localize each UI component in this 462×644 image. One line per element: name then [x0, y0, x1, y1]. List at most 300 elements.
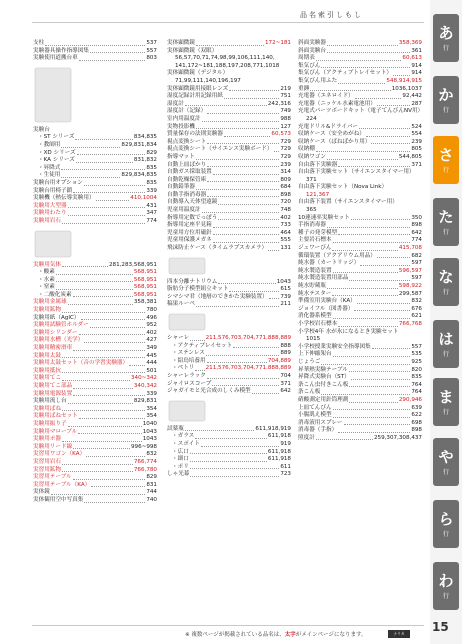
index-term: 実験用わたり: [33, 210, 67, 217]
index-entry: [298, 40, 422, 48]
kana-tab-char: か: [438, 85, 454, 104]
index-entry: [298, 184, 422, 192]
footnote: [185, 630, 367, 638]
index-term: 実験用マローブル: [33, 428, 78, 435]
leader-dots: [62, 464, 133, 465]
kana-tab-4[interactable]: [433, 198, 459, 246]
leader-dots: [316, 439, 373, 440]
index-term: 小学校岩石標本: [298, 320, 338, 327]
kana-tab-char: ま: [438, 387, 454, 406]
index-pages: 361: [411, 47, 422, 54]
index-pages: 287: [411, 100, 422, 107]
index-pages: 764: [411, 389, 422, 396]
index-pages: 723: [280, 471, 291, 478]
index-term: 実験台用椅子鎖: [33, 187, 73, 194]
index-pages: 834,835: [133, 134, 157, 141]
leader-dots: [45, 45, 145, 46]
index-term: 実験用精密滑車: [33, 345, 73, 352]
index-term: ・スポイト: [172, 440, 200, 447]
index-term: 消毒器（手指）: [298, 427, 338, 434]
index-entry: [167, 70, 291, 78]
index-term: 準備室用実験台（KA）: [298, 298, 356, 305]
leader-dots: [90, 52, 145, 53]
index-term: 実験用流し台: [33, 398, 67, 405]
leader-dots: [229, 90, 279, 91]
index-pages: 809: [280, 176, 291, 183]
leader-dots: [333, 417, 411, 418]
leader-dots: [185, 430, 255, 431]
index-subentry: [167, 441, 291, 449]
index-pages: 831,832: [133, 157, 157, 164]
index-pages: 1043: [142, 436, 157, 443]
index-pages: 299,587: [398, 290, 422, 297]
index-pages: 92,442: [402, 93, 422, 100]
index-pages: 464: [280, 229, 291, 236]
index-pages: 1040: [142, 420, 157, 427]
leader-dots: [73, 192, 145, 193]
index-pages: 748: [280, 207, 291, 214]
leader-dots: [207, 196, 279, 197]
index-subentry: [167, 456, 291, 464]
index-term: 実験台: [33, 126, 50, 133]
leader-dots: [218, 204, 279, 205]
index-entry: [298, 78, 422, 86]
kana-tab-char: ら: [438, 509, 454, 528]
index-entry: [33, 262, 157, 270]
kana-tab-5[interactable]: [433, 258, 459, 306]
index-pages: 684: [280, 184, 291, 191]
index-pages: 219: [280, 85, 291, 92]
leader-dots: [202, 121, 280, 122]
leader-dots: [218, 283, 275, 284]
index-term: 飛沫防止ケース（タイムラプスカメラ）: [167, 245, 268, 252]
index-term: ・ペトリ: [172, 365, 195, 372]
index-pages: 829: [146, 474, 157, 481]
index-pages: 751: [280, 93, 291, 100]
index-pages: 615: [280, 286, 291, 293]
index-pages: 347: [146, 210, 157, 217]
leader-dots: [366, 136, 410, 137]
index-entry: [167, 184, 291, 192]
kana-tab-8[interactable]: [433, 438, 459, 486]
index-entry: [167, 207, 291, 215]
leader-dots: [359, 128, 410, 129]
leader-dots: [354, 310, 410, 311]
index-pages: 914: [411, 70, 422, 77]
index-pages: 780: [146, 307, 157, 314]
index-pages: 431: [146, 202, 157, 209]
index-entry: [33, 218, 157, 226]
index-entry: [298, 48, 422, 56]
index-pages: 1043: [142, 428, 157, 435]
index-term: 指導用定座平見箱: [167, 222, 212, 229]
index-entry: [33, 497, 157, 505]
index-pages: 704,889: [267, 357, 291, 364]
index-entry: [167, 40, 291, 48]
index-term: 純水器（カートリッジ）: [298, 260, 360, 267]
leader-dots: [213, 242, 280, 243]
index-term: じょうご: [298, 358, 321, 365]
footnote-suffix: がメインページになります。: [295, 632, 367, 638]
index-term: 充電ドリル&ドライバー: [298, 123, 359, 130]
index-term: 自由落下実験セット（Nova Link）: [298, 184, 388, 191]
page-header: 品名索引しもし: [300, 11, 363, 19]
index-term: 実験使用道搬台車: [33, 55, 78, 62]
index-pages: 597: [411, 275, 422, 282]
index-pages: 496: [146, 314, 157, 321]
leader-dots: [73, 350, 145, 351]
product-image: [167, 399, 207, 423]
footer-divider: [32, 625, 424, 626]
index-entry: [298, 162, 422, 170]
index-term: ・広口: [172, 448, 189, 455]
kana-tab-row: 行: [442, 530, 449, 538]
index-entry: [33, 195, 157, 203]
leader-dots: [233, 347, 279, 348]
kana-tab-char: な: [438, 267, 454, 286]
index-term: 充電器（エネロイド）: [298, 93, 354, 100]
index-term: シマシマ君（地層のできかた実験装置）: [167, 293, 268, 300]
index-term: ・ST シリーズ: [38, 134, 75, 141]
leader-dots: [79, 334, 146, 335]
index-term: 実験用太鼓: [33, 352, 61, 359]
index-pages: 350: [411, 214, 422, 221]
index-term: 実験用岩石: [33, 217, 61, 224]
index-pages: 740: [146, 496, 157, 503]
kana-tab-7[interactable]: [433, 378, 459, 426]
index-pages: 598,922: [398, 283, 422, 289]
index-pages: 281,283,568,951: [108, 261, 157, 268]
leader-dots: [207, 143, 279, 144]
index-pages: 764: [411, 381, 422, 388]
index-page-continuation: 224: [306, 115, 317, 122]
leader-dots: [207, 181, 279, 182]
index-term: 実験用太鼓セット（音の学習実験器）: [33, 360, 129, 367]
product-image-shape: [35, 231, 71, 257]
leader-dots: [73, 395, 145, 396]
index-pages: 535: [411, 351, 422, 358]
index-pages: 340~342: [130, 375, 157, 382]
index-entry: [298, 222, 422, 230]
index-page-continuation: 71,99,111,140,196,197: [175, 77, 241, 84]
leader-dots: [349, 280, 410, 281]
kana-tab-char: は: [438, 329, 454, 348]
index-subentry: [33, 142, 157, 150]
index-term: 自動ガス採取装置: [167, 169, 212, 176]
index-term: 実物投影機: [167, 123, 195, 130]
leader-dots: [213, 227, 280, 228]
index-entry: [167, 222, 291, 230]
index-term: 収納ケース（安全めがね）: [298, 131, 365, 138]
leader-dots: [68, 215, 146, 216]
index-term: ・酸素: [38, 269, 55, 276]
index-pages: 676: [411, 305, 422, 312]
index-term: 昇降式実験台（ST）: [298, 374, 350, 381]
leader-dots: [62, 441, 142, 442]
index-pages: 988: [280, 115, 291, 122]
index-pages: 557: [146, 47, 157, 54]
index-pages: 524: [411, 123, 422, 130]
kana-tab-row: 行: [442, 44, 449, 52]
leader-dots: [351, 219, 410, 220]
leader-dots: [86, 456, 145, 457]
index-column-3: [298, 40, 422, 442]
kana-tab-2[interactable]: [433, 76, 459, 124]
index-pages: 501: [146, 367, 157, 374]
index-entry: [298, 283, 422, 291]
leader-dots: [316, 60, 402, 61]
leader-dots: [310, 90, 391, 91]
leader-dots: [268, 250, 279, 251]
index-term: 実験用てこ部品: [33, 383, 73, 389]
index-pages: 820: [411, 366, 422, 373]
index-pages: 371: [411, 161, 422, 168]
leader-dots: [77, 154, 146, 155]
index-entry: [298, 367, 422, 375]
index-entry: [167, 162, 291, 170]
index-pages: 340,342: [133, 383, 157, 389]
index-term: 主要岩石標本: [298, 237, 332, 244]
index-column-1: [33, 40, 157, 505]
index-term: 種子の発芽模型: [298, 229, 338, 236]
index-term: 重錘: [298, 85, 310, 92]
leader-dots: [61, 169, 145, 170]
leader-dots: [190, 453, 267, 454]
index-term: 純水貯蔵瓶: [298, 283, 326, 289]
index-term: ・昇降式: [38, 164, 61, 171]
index-term: 試薬瓶: [167, 425, 184, 432]
index-entry: [298, 427, 422, 435]
index-term: 支柱: [33, 40, 45, 46]
index-term: 実習用岩石: [33, 458, 61, 465]
index-entry: [298, 108, 422, 116]
index-pages: 1043: [276, 278, 291, 285]
index-pages: 402: [146, 329, 157, 336]
leader-dots: [327, 45, 398, 46]
leader-dots: [68, 403, 133, 404]
index-pages: 744: [146, 489, 157, 496]
leader-dots: [62, 372, 145, 373]
leader-dots: [196, 189, 279, 190]
index-entry: [298, 124, 422, 132]
index-entry: [167, 301, 291, 309]
leader-dots: [62, 266, 108, 267]
index-term: 自由落下実験セット（サイエンスタイマー用）: [298, 169, 415, 176]
index-term: 実体顕微鏡（双眼）: [167, 47, 218, 54]
index-pages: 774: [146, 217, 157, 224]
index-term: 小学校4年 水が氷になるとき実験セット: [298, 328, 399, 335]
kana-tab-6[interactable]: [433, 320, 459, 368]
index-entry: [298, 435, 422, 443]
index-term: ・紹鳥培養用: [172, 357, 206, 364]
index-pages: 835: [146, 179, 157, 186]
index-term: 斜面実験器: [298, 40, 326, 46]
leader-dots: [90, 327, 146, 328]
index-pages: 698: [411, 419, 422, 426]
index-term: 10連速率実験セット: [298, 214, 350, 221]
kana-tab-char: あ: [438, 23, 454, 42]
index-term: 照度計: [298, 434, 315, 441]
index-pages: 898: [411, 427, 422, 434]
leader-dots: [195, 370, 204, 371]
index-entry: [167, 169, 291, 177]
index-pages: 888: [280, 342, 291, 349]
index-pages: 766,774: [133, 458, 157, 465]
index-pages: 597: [411, 260, 422, 267]
leader-dots: [212, 385, 279, 386]
index-column-2: [167, 40, 291, 479]
index-term: 実験用金属球: [33, 299, 67, 306]
index-pages: 829,831: [133, 398, 157, 405]
leader-dots: [202, 212, 280, 213]
index-pages: 354: [146, 413, 157, 420]
index-term: ・教師用: [38, 141, 61, 148]
index-subentry: [33, 269, 157, 277]
index-entry: [33, 375, 157, 383]
index-subentry: [167, 350, 291, 358]
index-pages: 349: [146, 345, 157, 352]
leader-dots: [207, 378, 279, 379]
index-pages: 996~998: [130, 443, 157, 450]
index-term: 実体鏡: [33, 489, 50, 496]
index-pages: 314: [280, 169, 291, 176]
index-pages: 733: [280, 222, 291, 229]
kana-tab-char: た: [438, 207, 454, 226]
leader-dots: [56, 289, 133, 290]
index-pages: 829,834,835: [121, 172, 157, 179]
index-entry: [33, 451, 157, 459]
index-pages: 835: [146, 164, 157, 171]
leader-dots: [269, 298, 280, 299]
leader-dots: [81, 319, 146, 320]
leader-dots: [62, 471, 133, 472]
leader-dots: [252, 393, 280, 394]
index-pages: 774: [411, 237, 422, 244]
leader-dots: [51, 494, 146, 495]
leader-dots: [196, 306, 279, 307]
index-entry: [298, 298, 422, 306]
kana-tab-1[interactable]: [433, 14, 459, 62]
index-term: ジュワーびん: [298, 245, 332, 252]
index-term: 実体顕微鏡（デジタル）: [167, 70, 229, 77]
leader-dots: [371, 143, 410, 144]
leader-dots: [377, 105, 411, 106]
leader-dots: [185, 105, 267, 106]
index-pages: 242,316: [267, 100, 291, 107]
index-pages: 720: [280, 199, 291, 206]
leader-dots: [61, 177, 120, 178]
index-pages: 803: [146, 55, 157, 62]
index-term: 脂肪分子模型組立キット: [167, 286, 229, 293]
kana-tab-10[interactable]: [433, 562, 459, 610]
index-pages: 131: [280, 245, 291, 252]
product-image: [33, 229, 73, 259]
index-entry: [298, 245, 422, 253]
index-term: 湿度計（記録）: [167, 108, 207, 115]
index-term: 自動導入天体望遠鏡: [167, 199, 218, 206]
leader-dots: [224, 136, 270, 137]
leader-dots: [61, 147, 120, 148]
index-term: ・KA シリーズ: [38, 157, 75, 164]
index-term: 条こん板: [298, 389, 321, 396]
leader-dots: [73, 479, 146, 480]
index-pages: 919: [280, 440, 291, 447]
index-pages: 889: [280, 350, 291, 357]
index-entry: [298, 237, 422, 245]
index-term: 消毒液用スプレー: [298, 419, 343, 426]
leader-dots: [84, 502, 145, 503]
leader-dots: [229, 291, 279, 292]
leader-dots: [91, 486, 145, 487]
leader-dots: [332, 250, 397, 251]
index-term: ジョイフル（図書器）: [298, 305, 354, 312]
leader-dots: [393, 75, 410, 76]
index-pages: 611,918: [267, 433, 291, 440]
index-entry: [298, 70, 422, 78]
index-pages: 704: [280, 372, 291, 379]
index-term: 実習用テーブル: [33, 474, 72, 481]
footnote-emphasis: 太字: [284, 632, 296, 638]
leader-dots: [333, 409, 411, 410]
index-term: ・XD シリーズ: [38, 149, 76, 156]
leader-dots: [327, 159, 398, 160]
kana-tab-sidebar: [430, 0, 462, 644]
leader-dots: [274, 151, 280, 152]
leader-dots: [355, 98, 402, 99]
index-pages: 831: [146, 481, 157, 488]
index-entry: [298, 93, 422, 101]
index-entry: [167, 286, 291, 294]
index-entry: [167, 335, 291, 343]
leader-dots: [62, 357, 145, 358]
index-pages: 642: [280, 388, 291, 395]
index-term: 実験用リード線: [33, 443, 73, 450]
index-term: 質量保存の法則実験器: [167, 131, 223, 138]
index-term: 充電式パーツボードキット（電子てんびんNV用）: [298, 108, 424, 115]
index-term: 視点変換シート: [167, 138, 207, 145]
leader-dots: [207, 362, 267, 363]
leader-dots: [84, 342, 145, 343]
index-term: 自動上皿ばかり: [167, 161, 207, 168]
leader-dots: [349, 371, 410, 372]
index-page-continuation: 121,367: [306, 191, 330, 198]
index-entry: [33, 180, 157, 188]
leader-dots: [196, 159, 280, 160]
leader-dots: [224, 98, 279, 99]
index-pages: 739: [280, 293, 291, 300]
index-term: ・生徒用: [38, 172, 61, 179]
kana-tab-row: 行: [442, 408, 449, 416]
index-entry: [33, 474, 157, 482]
index-pages: 766,768: [398, 320, 422, 327]
index-pages: 371: [280, 380, 291, 387]
index-pages: 611,918,919: [255, 425, 291, 432]
index-entry: [167, 116, 291, 124]
kana-tab-9[interactable]: [433, 500, 459, 548]
index-term: 純水製造装置用部品: [298, 275, 349, 282]
kana-tab-3[interactable]: [433, 136, 459, 184]
leader-dots: [321, 67, 410, 68]
index-pages: 339: [146, 390, 157, 397]
kana-tab-row: 行: [442, 228, 449, 236]
index-page-continuation: 371: [306, 176, 317, 183]
leader-dots: [338, 432, 410, 433]
index-term: 消化器系模型: [298, 313, 332, 320]
index-entry: [298, 412, 422, 420]
index-pages: 952: [146, 322, 157, 329]
index-pages: 898: [411, 222, 422, 229]
index-term: 自由落下実験器: [298, 161, 338, 168]
